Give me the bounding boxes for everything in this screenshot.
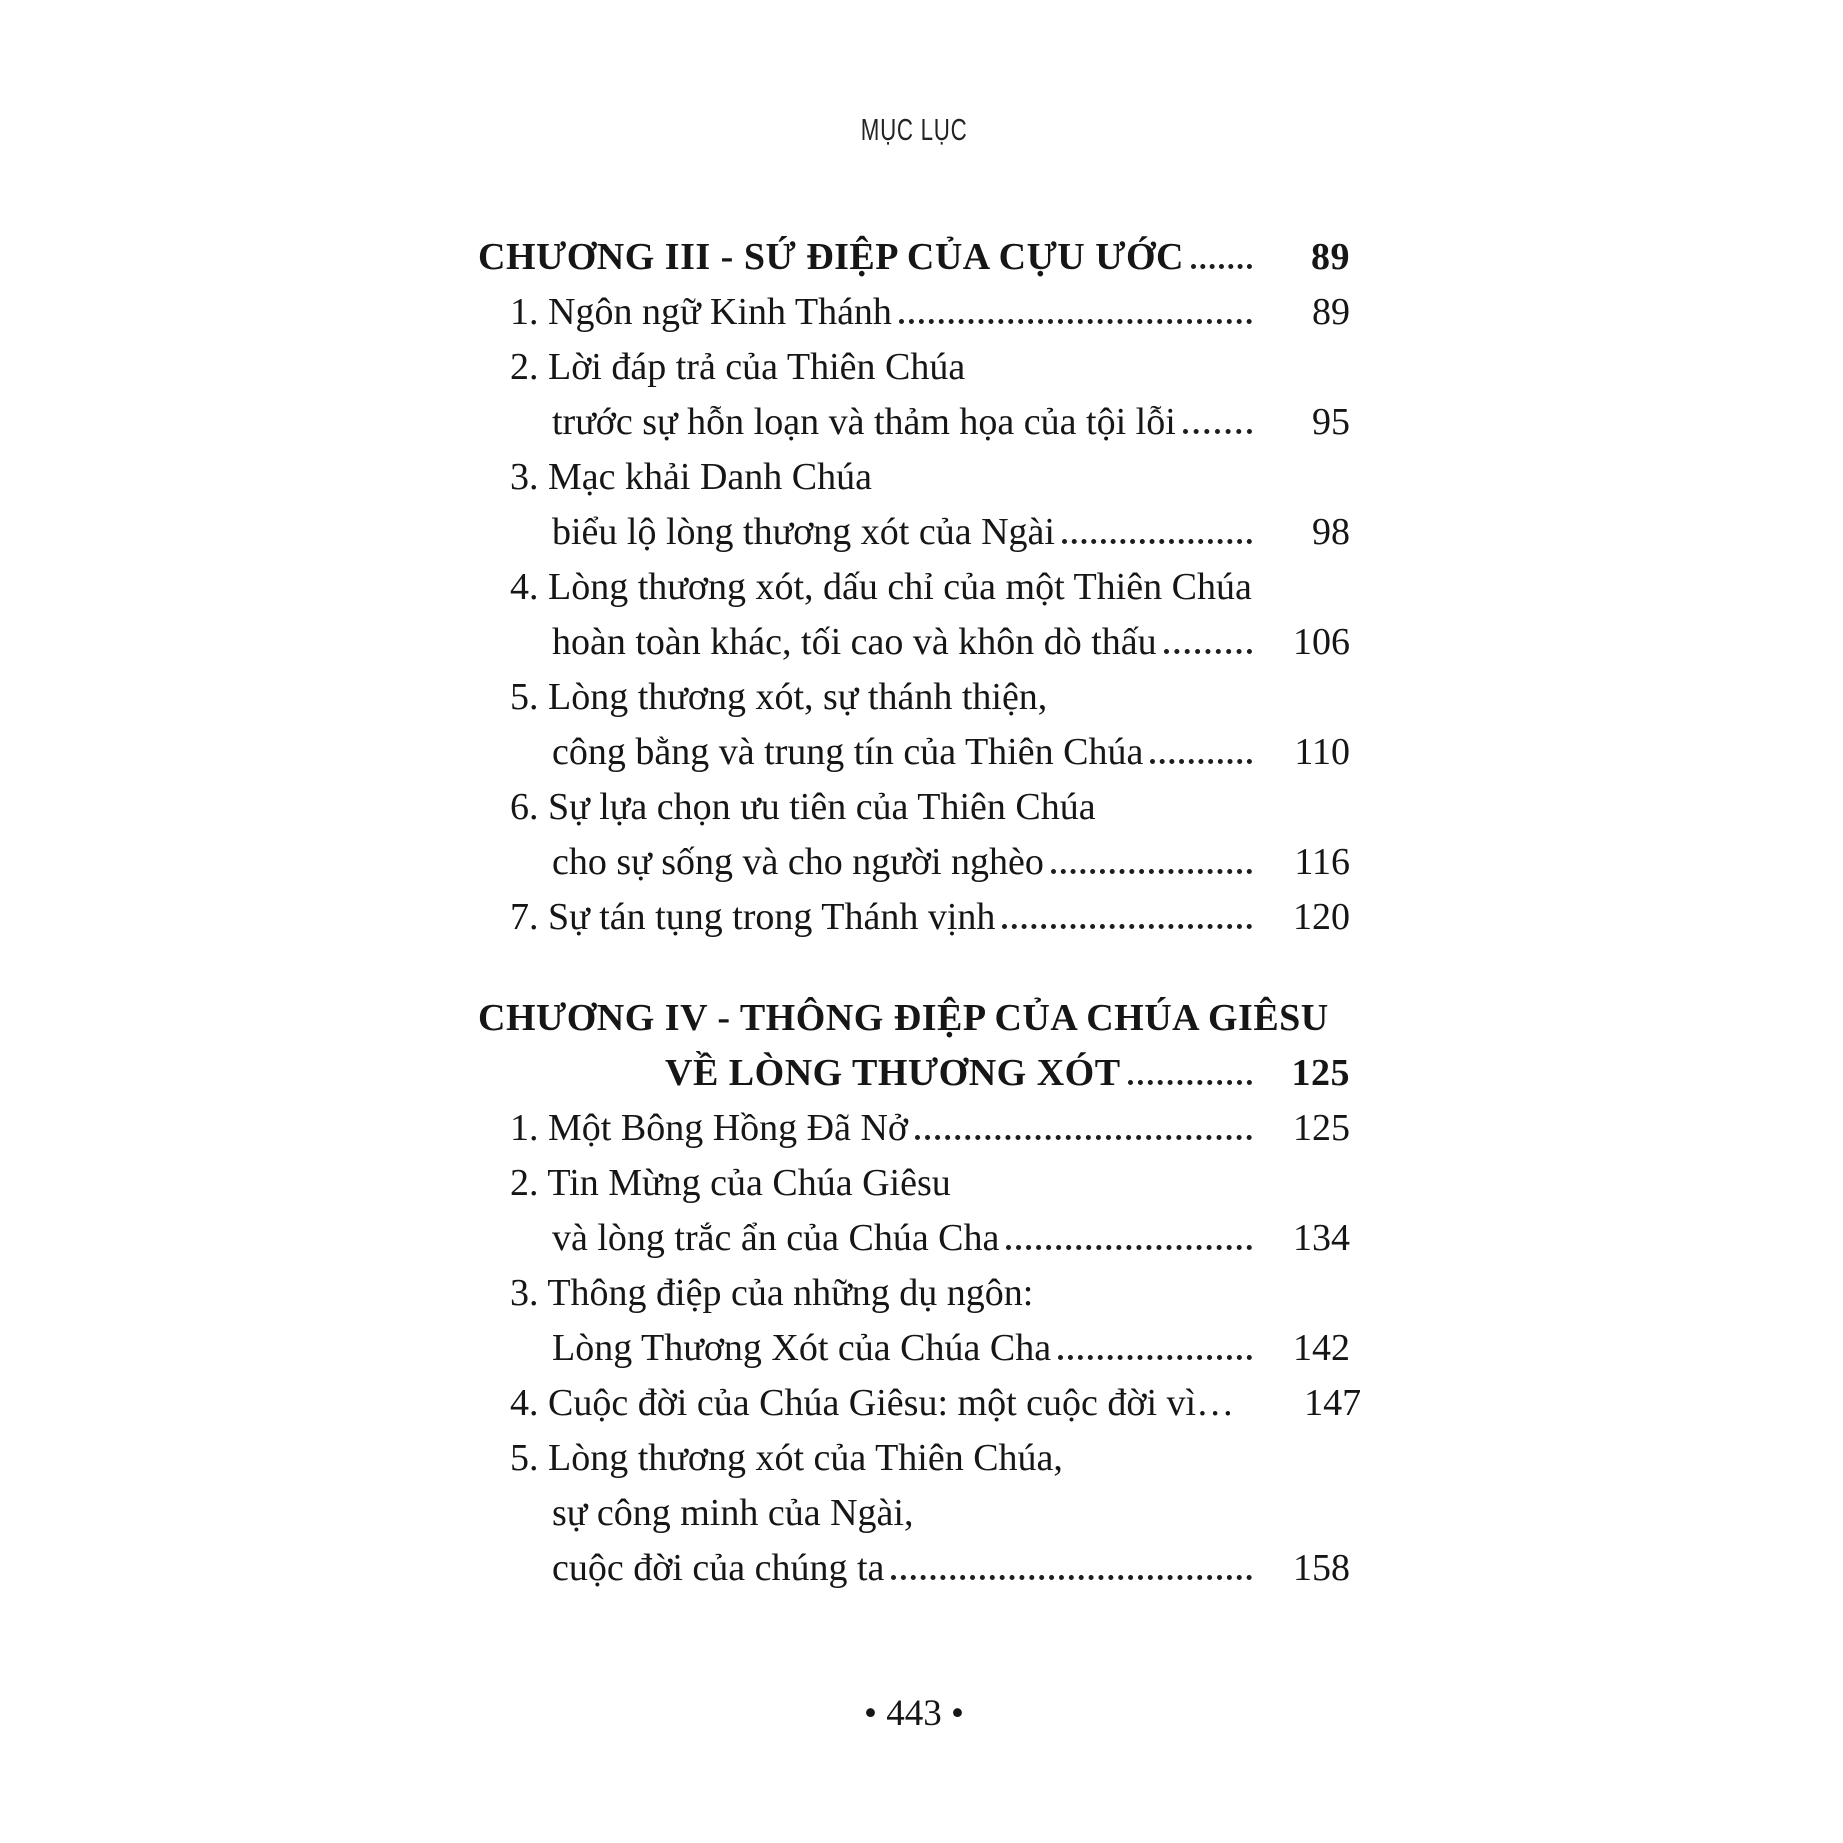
toc-row xyxy=(478,560,1350,615)
toc-page-number: 134 xyxy=(1293,1217,1350,1259)
toc-page-number: 98 xyxy=(1312,511,1350,553)
dot-leader xyxy=(1183,429,1252,434)
toc-entry-text: 1. Ngôn ngữ Kinh Thánh xyxy=(510,291,892,333)
dot-leader xyxy=(899,319,1252,324)
toc-entry-text: CHƯƠNG III - SỨ ĐIỆP CỦA CỰU ƯỚC xyxy=(478,236,1184,278)
dot-leader xyxy=(1058,1355,1252,1360)
dot-leader xyxy=(1191,264,1252,269)
toc-page-number: 106 xyxy=(1293,621,1350,663)
page-title: MỤC LỤC xyxy=(860,112,968,147)
dot-leader xyxy=(1051,869,1252,874)
folio-page-number: • 443 • xyxy=(864,1693,964,1734)
table-of-contents xyxy=(478,230,1362,1596)
toc-entry-text: và lòng trắc ẩn của Chúa Cha xyxy=(552,1217,1000,1259)
dot-leader xyxy=(915,1135,1252,1140)
toc-row-continuation xyxy=(478,1541,1350,1596)
toc-entry-text: cuộc đời của chúng ta xyxy=(552,1547,885,1589)
dot-leader xyxy=(1164,649,1252,654)
toc-row xyxy=(478,285,1350,340)
toc-row xyxy=(478,340,1350,395)
toc-row-continuation xyxy=(478,1211,1350,1266)
toc-row-continuation xyxy=(478,1321,1350,1376)
toc-entry-text: trước sự hỗn loạn và thảm họa của tội lỗi xyxy=(552,401,1176,443)
toc-entry-text: 2. Lời đáp trả của Thiên Chúa xyxy=(510,346,966,388)
toc-row-continuation xyxy=(478,615,1350,670)
toc-row-continuation xyxy=(478,1486,1350,1541)
toc-entry-text: sự công minh của Ngài, xyxy=(552,1492,914,1534)
toc-entry-text: 5. Lòng thương xót của Thiên Chúa, xyxy=(510,1437,1063,1479)
dot-leader xyxy=(1006,1245,1252,1250)
toc-entry-text: 4. Lòng thương xót, dấu chỉ của một Thiên Chúa xyxy=(510,566,1252,608)
toc-row xyxy=(478,670,1350,725)
toc-page-number: 147 xyxy=(1304,1382,1362,1424)
toc-entry-text: 7. Sự tán tụng trong Thánh vịnh xyxy=(510,896,996,938)
toc-entry-text: Lòng Thương Xót của Chúa Cha xyxy=(552,1327,1052,1369)
toc-entry-text: CHƯƠNG IV - THÔNG ĐIỆP CỦA CHÚA GIÊSU xyxy=(478,997,1329,1039)
toc-row xyxy=(478,1101,1350,1156)
toc-entry-text: 3. Thông điệp của những dụ ngôn: xyxy=(510,1272,1034,1314)
toc-row-chapter-4-continuation xyxy=(478,1046,1350,1101)
dot-leader xyxy=(1002,924,1252,929)
toc-page-number: 95 xyxy=(1312,401,1350,443)
toc-row xyxy=(478,890,1350,945)
toc-row-chapter-3 xyxy=(478,230,1350,285)
toc-entry-text: cho sự sống và cho người nghèo xyxy=(552,841,1044,883)
toc-row-continuation xyxy=(478,395,1350,450)
toc-row xyxy=(478,1376,1362,1431)
toc-page-number: 125 xyxy=(1293,1107,1350,1149)
dot-leader xyxy=(1150,759,1252,764)
toc-row xyxy=(478,1266,1350,1321)
toc-row xyxy=(478,1156,1350,1211)
toc-page-number: 110 xyxy=(1294,731,1350,773)
toc-entry-text: 6. Sự lựa chọn ưu tiên của Thiên Chúa xyxy=(510,786,1096,828)
dot-leader xyxy=(1062,539,1252,544)
dot-leader xyxy=(1128,1080,1252,1085)
toc-page-number: 89 xyxy=(1311,236,1350,278)
toc-page-number: 116 xyxy=(1294,841,1350,883)
toc-entry-text: VỀ LÒNG THƯƠNG XÓT xyxy=(665,1052,1121,1094)
toc-page-number: 142 xyxy=(1293,1327,1350,1369)
toc-entry-text: 1. Một Bông Hồng Đã Nở xyxy=(510,1107,908,1149)
toc-entry-text: biểu lộ lòng thương xót của Ngài xyxy=(552,511,1055,553)
toc-page-number: 125 xyxy=(1291,1052,1350,1094)
toc-row-continuation xyxy=(478,835,1350,890)
toc-row xyxy=(478,1431,1350,1486)
page-header xyxy=(478,112,1350,148)
toc-page-number: 89 xyxy=(1312,291,1350,333)
toc-entry-text: hoàn toàn khác, tối cao và khôn dò thấu xyxy=(552,621,1157,663)
toc-row xyxy=(478,450,1350,505)
toc-row xyxy=(478,780,1350,835)
toc-entry-text: 2. Tin Mừng của Chúa Giêsu xyxy=(510,1162,951,1204)
toc-entry-text: 4. Cuộc đời của Chúa Giêsu: một cuộc đời vì… xyxy=(510,1382,1235,1424)
toc-row-continuation xyxy=(478,725,1350,780)
toc-page-number: 158 xyxy=(1293,1547,1350,1589)
dot-leader xyxy=(891,1575,1252,1580)
toc-entry-text: 3. Mạc khải Danh Chúa xyxy=(510,456,872,498)
toc-entry-text: 5. Lòng thương xót, sự thánh thiện, xyxy=(510,676,1048,718)
toc-row-continuation xyxy=(478,505,1350,560)
toc-page-number: 120 xyxy=(1293,896,1350,938)
toc-entry-text: công bằng và trung tín của Thiên Chúa xyxy=(552,731,1144,773)
toc-row-chapter-4 xyxy=(478,991,1350,1046)
